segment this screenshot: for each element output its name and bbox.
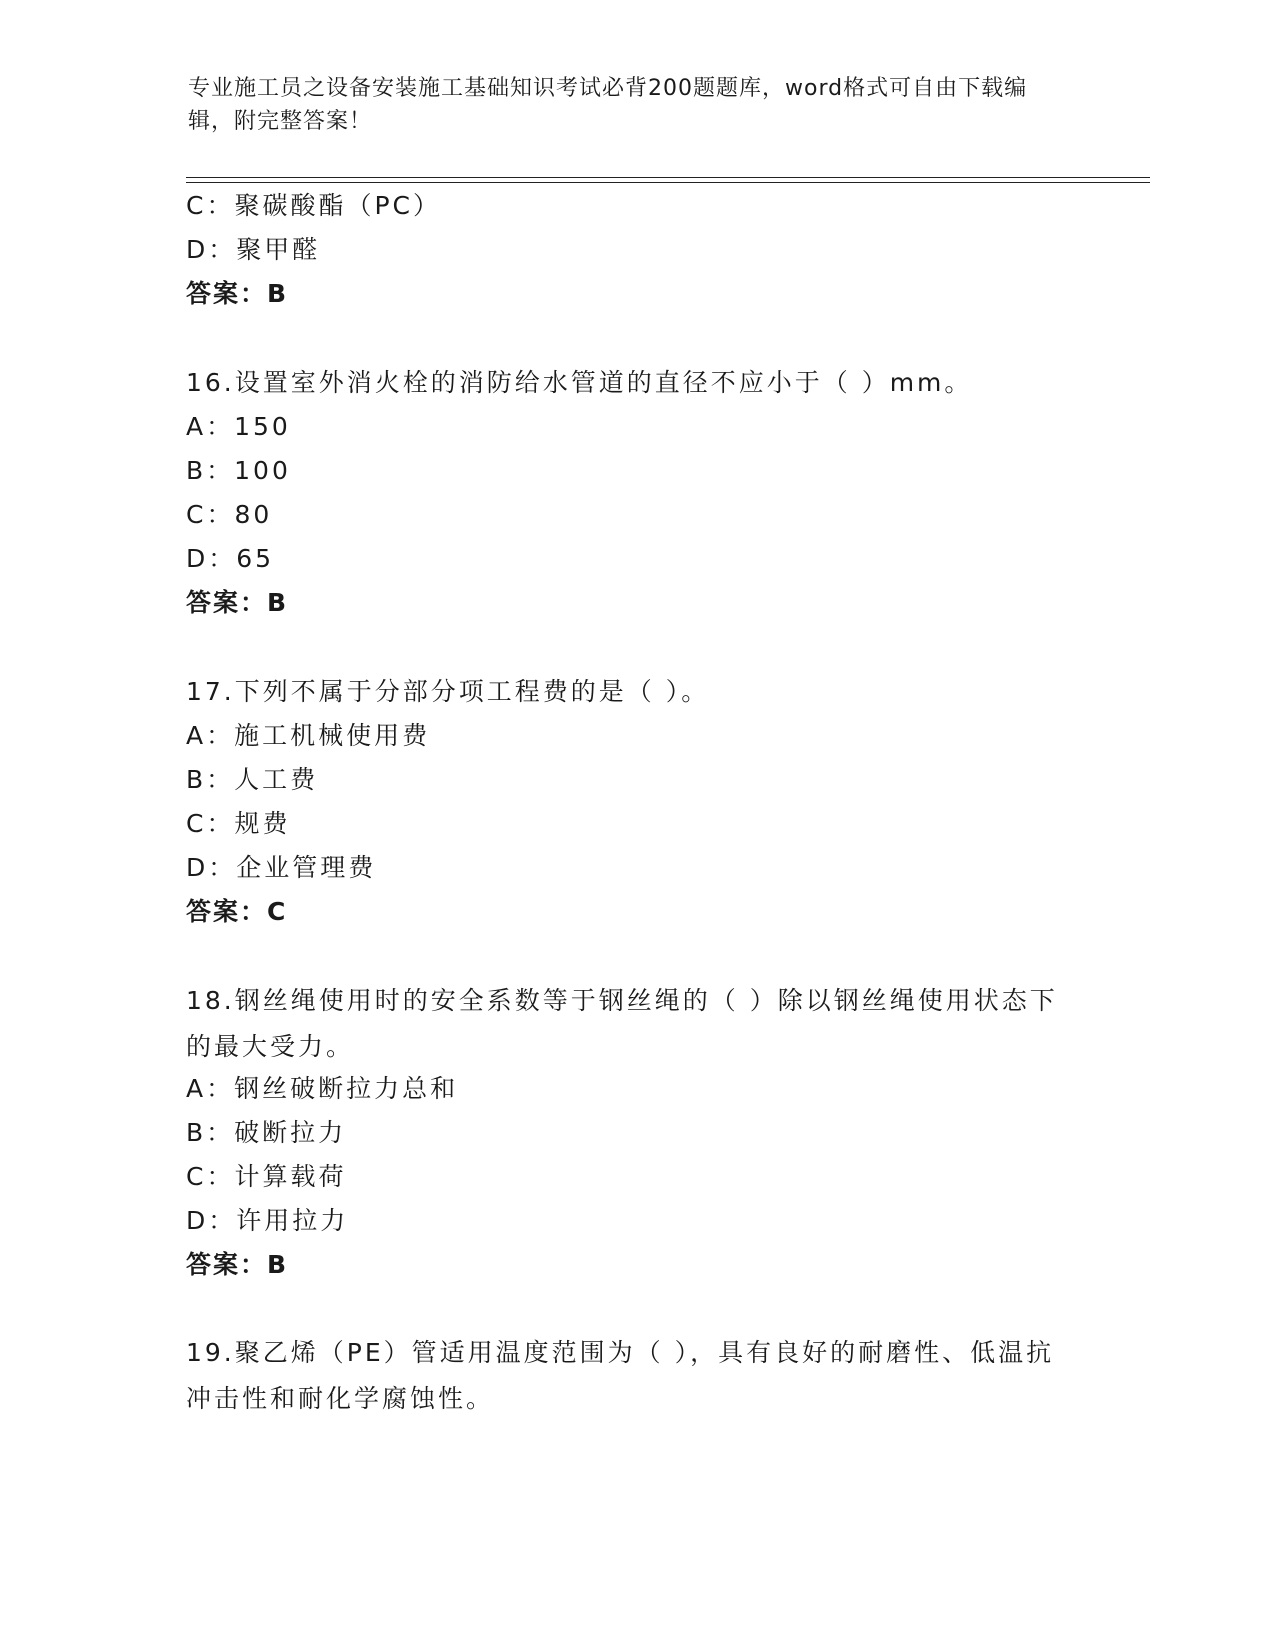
q18-question: 18.钢丝绳使用时的安全系数等于钢丝绳的（ ）除以钢丝绳使用状态下的最大受力。	[186, 986, 1058, 1061]
q15-option-c: C：聚碳酸酯（PC）	[186, 191, 441, 220]
q17-question: 17.下列不属于分部分项工程费的是（ ）。	[186, 677, 710, 706]
q17-option-c: C：规费	[186, 809, 291, 838]
q16-answer: 答案：B	[186, 588, 289, 617]
q16-question: 16.设置室外消火栓的消防给水管道的直径不应小于（ ）mm。	[186, 368, 973, 397]
q16-option-a: A：150	[186, 412, 291, 441]
q18-option-b: B：破断拉力	[186, 1118, 347, 1147]
document-header-title: 专业施工员之设备安装施工基础知识考试必背200题题库，word格式可自由下载编辑，附完整答案！	[188, 76, 1028, 134]
header-divider-top	[186, 177, 1150, 178]
q18-answer: 答案：B	[186, 1250, 289, 1279]
header-divider-bottom	[186, 182, 1150, 183]
q16-option-c: C：80	[186, 500, 273, 529]
q16-option-d: D：65	[186, 544, 275, 573]
q16-option-b: B：100	[186, 456, 291, 485]
q19-question: 19.聚乙烯（PE）管适用温度范围为（ ），具有良好的耐磨性、低温抗冲击性和耐化学腐蚀性。	[186, 1338, 1055, 1413]
q18-option-d: D：许用拉力	[186, 1206, 349, 1235]
q17-option-a: A：施工机械使用费	[186, 721, 431, 750]
q17-option-b: B：人工费	[186, 765, 319, 794]
q15-answer: 答案：B	[186, 279, 289, 308]
q17-option-d: D：企业管理费	[186, 853, 377, 882]
q18-option-a: A：钢丝破断拉力总和	[186, 1074, 459, 1103]
q18-option-c: C：计算载荷	[186, 1162, 347, 1191]
q15-option-d: D：聚甲醛	[186, 235, 321, 264]
q17-answer: 答案：C	[186, 897, 288, 926]
